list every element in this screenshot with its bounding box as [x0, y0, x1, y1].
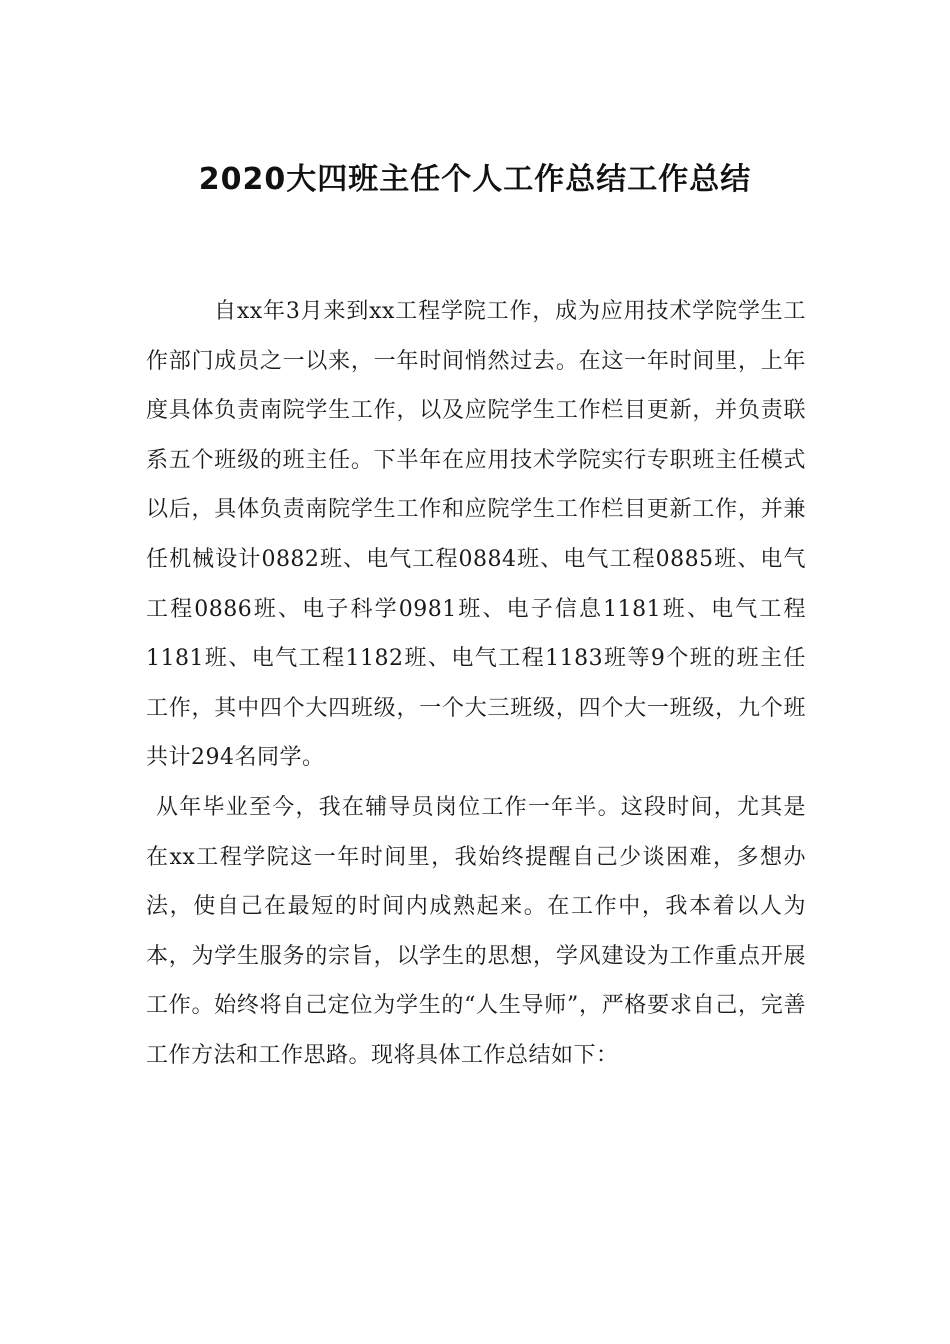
document-title: 2020大四班主任个人工作总结工作总结: [198, 162, 752, 197]
paragraph-intro: 自xx年3月来到xx工程学院工作，成为应用技术学院学生工作部门成员之一以来，一年时间悄然过去。在这一年时间里，上年度具体负责南院学生工作，以及应院学生工作栏目更新，并负责联系五个班级的班主任。下半年在应用技术学院实行专职班主任模式以后，具体负责南院学生工作和应院学生工作栏目更新工作，并兼任机械设计0882班、电气工程0884班、电气工程0885班、电气工程0886班、电子科学0981班、电子信息1181班、电气工程1181班、电气工程1182班、电气工程1183班等9个班的班主任工作，其中四个大四班级，一个大三班级，四个大一班级，九个班共计294名同学。: [146, 299, 806, 771]
document-body: [146, 287, 806, 1081]
paragraph-summary: 从年毕业至今，我在辅导员岗位工作一年半。这段时间，尤其是在xx工程学院这一年时间里，我始终提醒自己少谈困难，多想办法，使自己在最短的时间内成熟起来。在工作中，我本着以人为本，为学生服务的宗旨，以学生的思想，学风建设为工作重点开展工作。始终将自己定位为学生的“人生导师”，严格要求自己，完善工作方法和工作思路。现将具体工作总结如下：: [146, 794, 806, 1068]
